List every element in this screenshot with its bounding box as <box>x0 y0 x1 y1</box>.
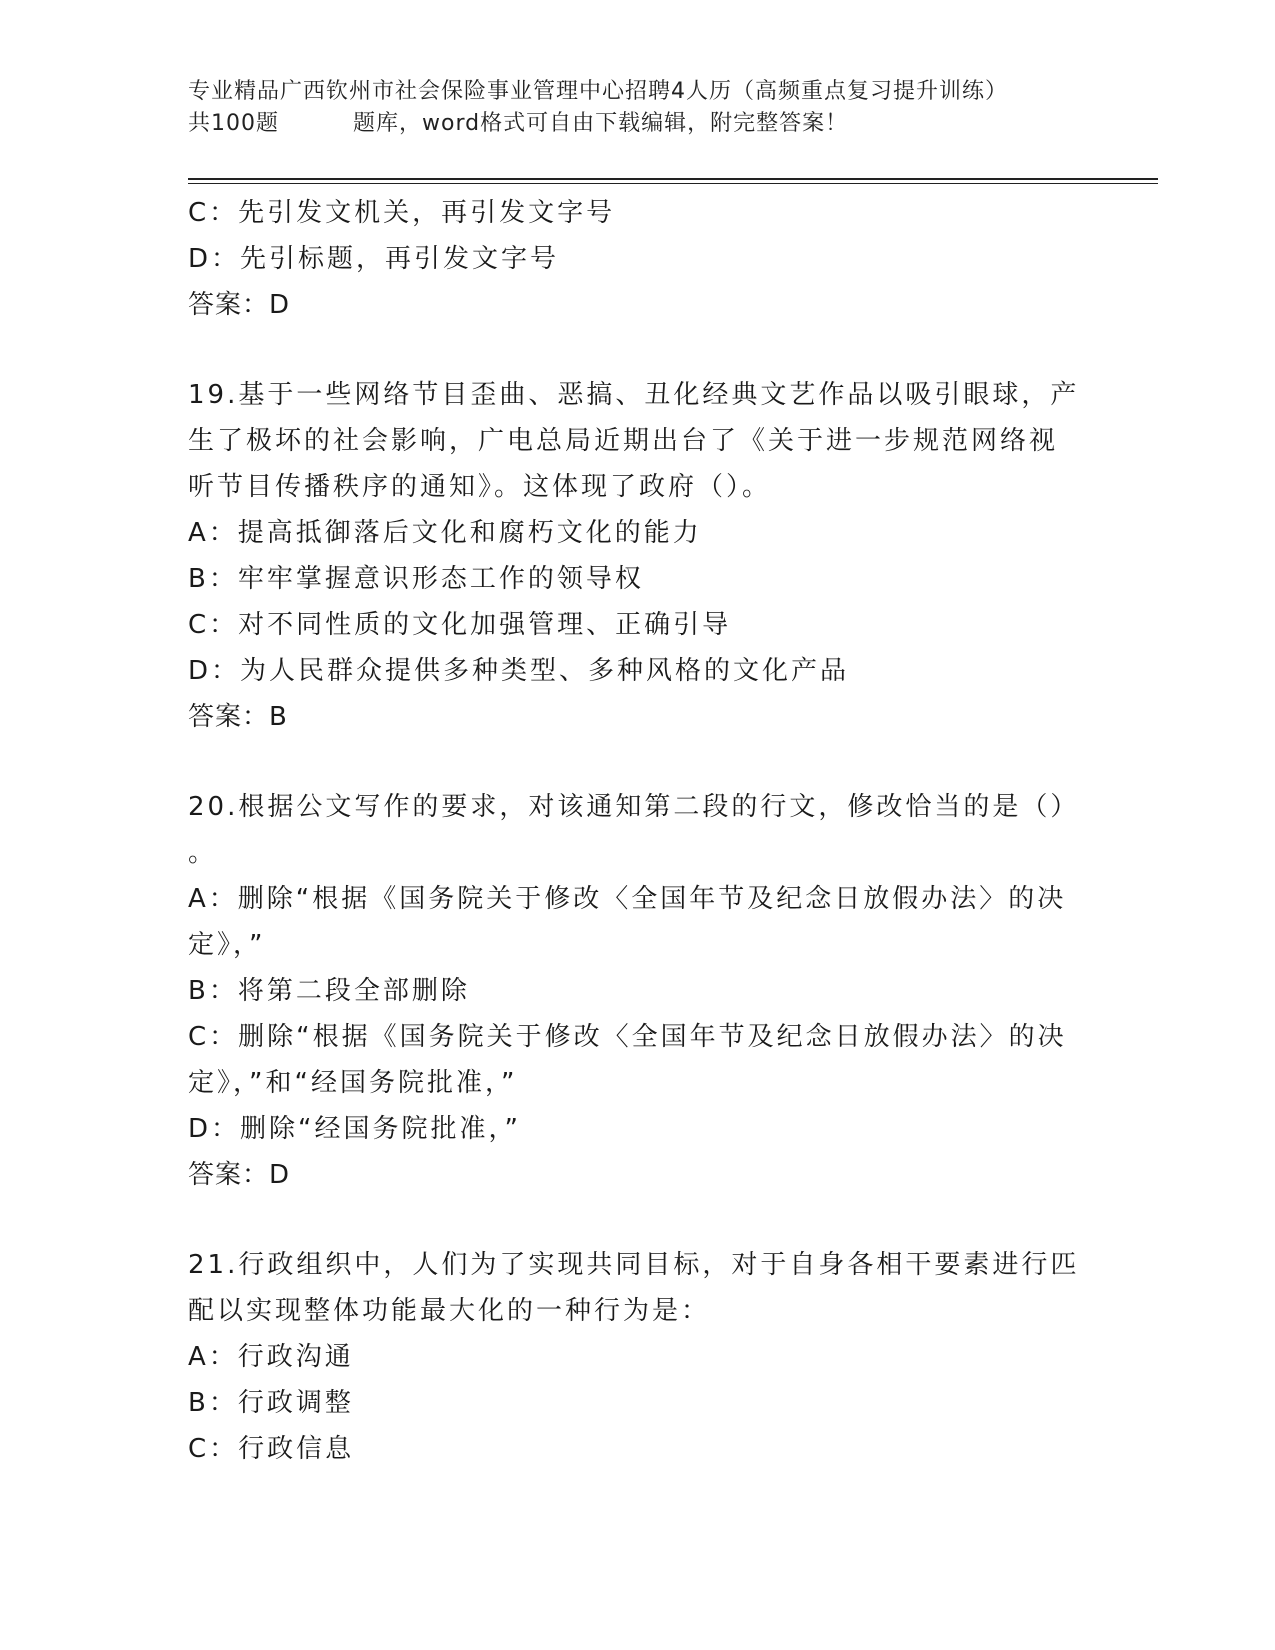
header-subtitle-line <box>188 108 1088 140</box>
option-a: A：行政沟通 <box>188 1342 354 1372</box>
question-20 <box>188 784 1088 1198</box>
answer-line: 答案：D <box>188 1160 291 1190</box>
header-rule-thin <box>188 183 1158 184</box>
option-b: B：将第二段全部删除 <box>188 976 470 1006</box>
option-c: C：对不同性质的文化加强管理、正确引导 <box>188 610 732 640</box>
question-text-line: 配以实现整体功能最大化的一种行为是： <box>188 1296 711 1326</box>
option-c: C：行政信息 <box>188 1434 355 1464</box>
document-header <box>188 76 1088 140</box>
question-text-line: 。 <box>188 838 218 868</box>
option-d: D：为人民群众提供多种类型、多种风格的文化产品 <box>188 656 850 686</box>
header-rule-thick <box>188 178 1158 180</box>
document-body <box>188 190 1088 1472</box>
header-question-count: 共100题 <box>188 111 279 136</box>
question-text-line: 20.根据公文写作的要求，对该通知第二段的行文，修改恰当的是（） <box>188 792 1080 822</box>
question-19 <box>188 372 1088 740</box>
answer-line: 答案：B <box>188 702 288 732</box>
option-a: A：提高抵御落后文化和腐朽文化的能力 <box>188 518 702 548</box>
header-title-line: 专业精品广西钦州市社会保险事业管理中心招聘4人历（高频重点复习提升训练） <box>188 79 1008 104</box>
option-c: C：先引发文机关，再引发文字号 <box>188 198 616 228</box>
question-text-line: 21.行政组织中，人们为了实现共同目标，对于自身各相干要素进行匹 <box>188 1250 1080 1280</box>
question-21 <box>188 1242 1088 1472</box>
option-d: D：先引标题，再引发文字号 <box>188 244 560 274</box>
option-c-continued: 定》，”和“经国务院批准，” <box>188 1068 518 1098</box>
option-a: A：删除“根据《国务院关于修改〈全国年节及纪念日放假办法〉的决 <box>188 884 1067 914</box>
header-description: 题库，word格式可自由下载编辑，附完整答案！ <box>353 111 849 136</box>
question-text-line: 听节目传播秩序的通知》。这体现了政府（）。 <box>188 472 772 502</box>
option-d: D：删除“经国务院批准，” <box>188 1114 521 1144</box>
answer-line: 答案：D <box>188 290 291 320</box>
question-text-line: 19.基于一些网络节目歪曲、恶搞、丑化经典文艺作品以吸引眼球，产 <box>188 380 1080 410</box>
option-a-continued: 定》，” <box>188 930 266 960</box>
option-c: C：删除“根据《国务院关于修改〈全国年节及纪念日放假办法〉的决 <box>188 1022 1067 1052</box>
option-b: B：行政调整 <box>188 1388 354 1418</box>
question-18-tail <box>188 190 1088 328</box>
option-b: B：牢牢掌握意识形态工作的领导权 <box>188 564 644 594</box>
question-text-line: 生了极坏的社会影响，广电总局近期出台了《关于进一步规范网络视 <box>188 426 1059 456</box>
